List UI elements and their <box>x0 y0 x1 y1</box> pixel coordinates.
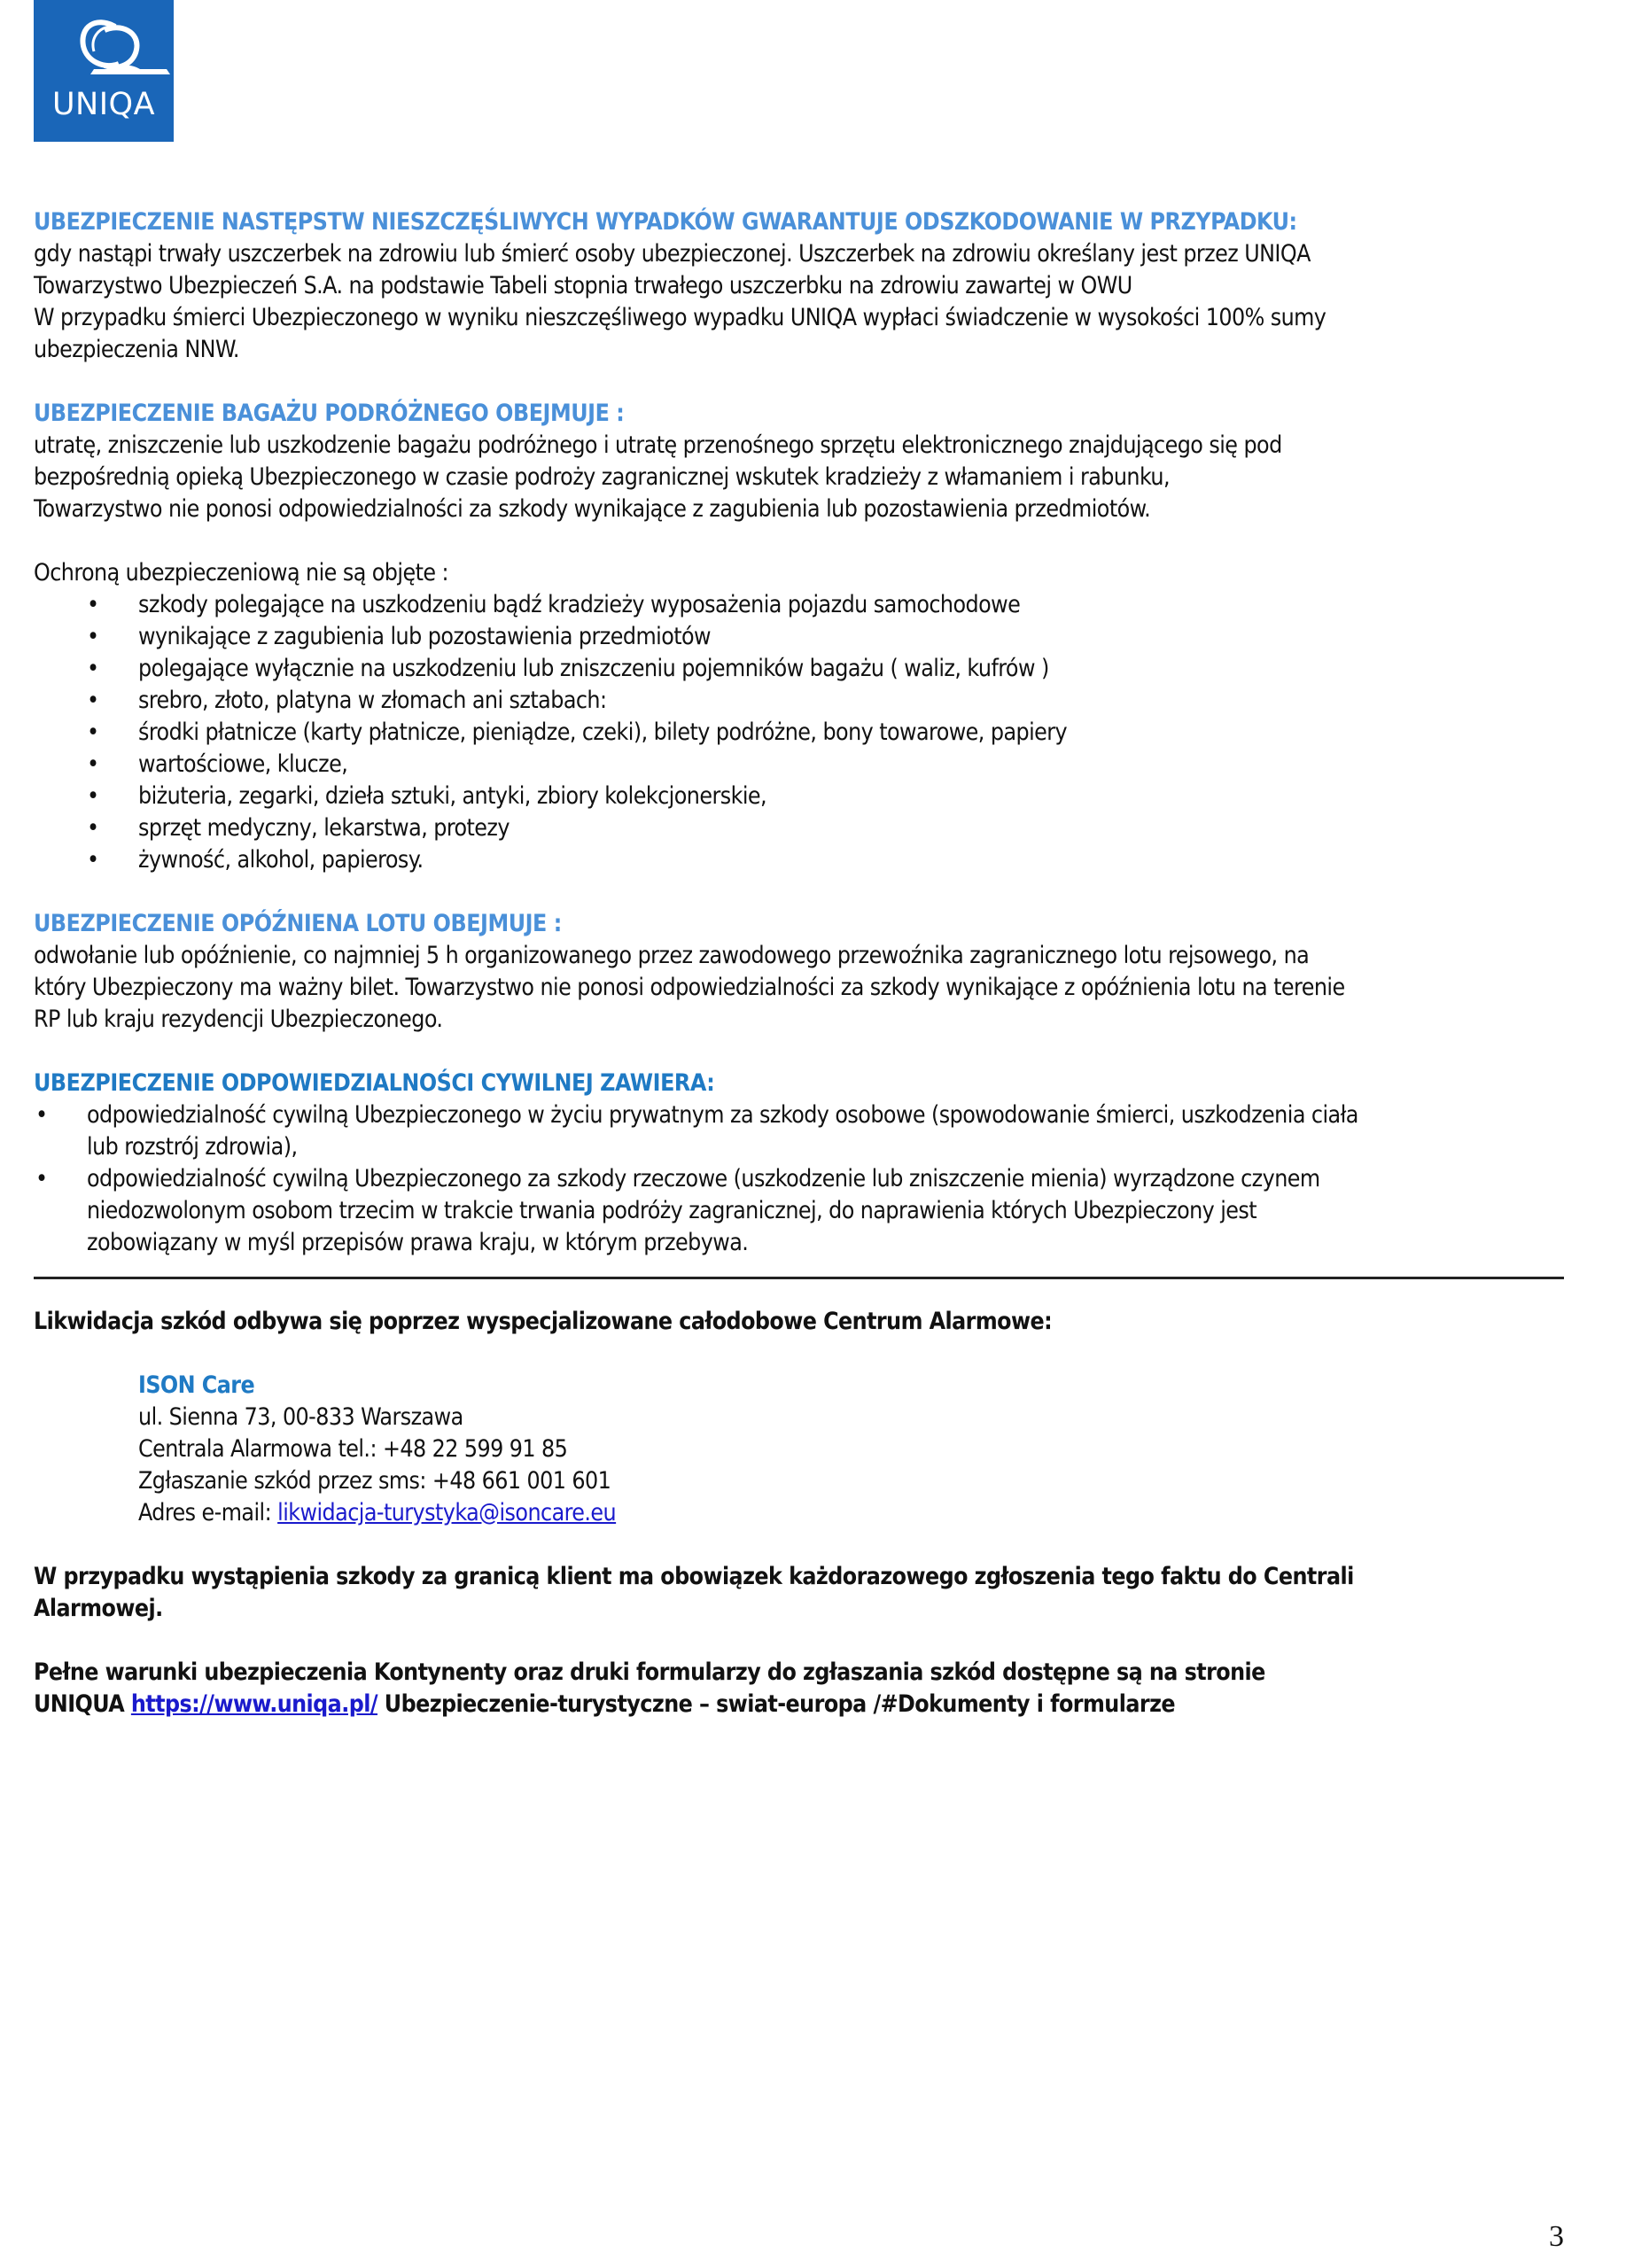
claims-intro: Likwidacja szkód odbywa się poprzez wyspecjalizowane całodobowe Centrum Alarmowe: <box>34 1308 1053 1335</box>
bullet-icon: • <box>87 718 99 746</box>
baggage-line: bezpośrednią opieką Ubezpieczonego w czasie podroży zagranicznej wskutek kradzieży z włamaniem i rabunku, <box>34 463 1171 491</box>
company-name: ISON Care <box>138 1371 255 1399</box>
uniqa-logo <box>34 0 174 142</box>
bullet-icon: • <box>87 623 99 650</box>
bullet-icon: • <box>87 591 99 618</box>
bullet-icon: • <box>87 687 99 714</box>
exclusions-intro: Ochroną ubezpieczeniową nie są objęte : <box>34 559 449 586</box>
list-item: • odpowiedzialność cywilną Ubezpieczonego w życiu prywatnym za szkody osobowe (spowodowanie śmierci, uszkodzenia ciała lub rozstrój zdrowia), <box>35 1101 1358 1161</box>
full-terms-line: UNIQUA https://www.uniqa.pl/ Ubezpieczenie-turystyczne – swiat-europa /#Dokumenty i formularze <box>34 1690 1176 1718</box>
bullet-icon: • <box>35 1165 48 1192</box>
list-item: • odpowiedzialność cywilną Ubezpieczonego za szkody rzeczowe (uszkodzenie lub zniszczenie mienia) wyrządzone czynem niedozwolonym osobom trzecim w trakcie trwania podróży zagranicznej, do naprawienia których Ubezpieczony jest zobowiązany w myśl przepisów prawa kraju, w którym przebywa. <box>35 1165 1320 1256</box>
nnw-line: ubezpieczenia NNW. <box>34 336 239 363</box>
notice-line: Alarmowej. <box>34 1595 163 1622</box>
flight-delay-line: RP lub kraju rezydencji Ubezpieczonego. <box>34 1006 443 1033</box>
list-item: • szkody polegające na uszkodzeniu bądź kradzieży wyposażenia pojazdu samochodowe <box>34 589 1567 621</box>
nnw-line: Towarzystwo Ubezpieczeń S.A. na podstawie Tabeli stopnia trwałego uszczerbku na zdrowiu zawartej w OWU <box>34 272 1132 299</box>
document-body <box>34 206 1567 1720</box>
bullet-icon: • <box>35 1101 48 1129</box>
bullet-icon: • <box>87 846 99 874</box>
section-heading-baggage: UBEZPIECZENIE BAGAŻU PODRÓŻNEGO OBEJMUJE : <box>34 400 625 427</box>
exclusions-list <box>34 589 1567 876</box>
bullet-icon: • <box>87 782 99 810</box>
bullet-icon: • <box>87 814 99 842</box>
bullet-icon: • <box>87 655 99 682</box>
list-item: • środki płatnicze (karty płatnicze, pieniądze, czeki), bilety podróżne, bony towarowe, papiery <box>34 717 1567 749</box>
list-item: • srebro, złoto, platyna w złomach ani sztabach: <box>34 685 1567 717</box>
section-heading-flight-delay: UBEZPIECZENIE OPÓŹNIENA LOTU OBEJMUJE : <box>34 910 562 937</box>
uniqa-q-emblem-icon <box>34 0 174 89</box>
list-item: • biżuteria, zegarki, dzieła sztuki, antyki, zbiory kolekcjonerskie, <box>34 781 1567 812</box>
nnw-line: W przypadku śmierci Ubezpieczonego w wyniku nieszczęśliwego wypadku UNIQA wypłaci świadczenie w wysokości 100% sumy <box>34 304 1326 331</box>
flight-delay-line: odwołanie lub opóźnienie, co najmniej 5 h organizowanego przez zawodowego przewoźnika zagranicznego lotu rejsowego, na <box>34 942 1310 969</box>
baggage-line: Towarzystwo nie ponosi odpowiedzialności za szkody wynikające z zagubienia lub pozostawienia przedmiotów. <box>34 495 1151 523</box>
bullet-icon: • <box>87 750 99 778</box>
list-item: • sprzęt medyczny, lekarstwa, protezy <box>34 812 1567 844</box>
list-item: • wynikające z zagubienia lub pozostawienia przedmiotów <box>34 621 1567 653</box>
sms-number: Zgłaszanie szkód przez sms: +48 661 001 601 <box>138 1467 611 1495</box>
alarm-phone: Centrala Alarmowa tel.: +48 22 599 91 85 <box>138 1435 568 1463</box>
list-item: • polegające wyłącznie na uszkodzeniu lub zniszczeniu pojemników bagażu ( waliz, kufrów ) <box>34 653 1567 685</box>
email-line: Adres e-mail: likwidacja-turystyka@isoncare.eu <box>138 1499 617 1526</box>
page-number: 3 <box>1549 2220 1564 2253</box>
baggage-line: utratę, zniszczenie lub uszkodzenie bagażu podróżnego i utratę przenośnego sprzętu elektronicznego znajdującego się pod <box>34 431 1282 459</box>
notice-line: W przypadku wystąpienia szkody za granicą klient ma obowiązek każdorazowego zgłoszenia tego faktu do Centrali <box>34 1563 1354 1590</box>
full-terms-line: Pełne warunki ubezpieczenia Kontynenty oraz druki formularzy do zgłaszania szkód dostępne są na stronie <box>34 1658 1265 1686</box>
list-item: • wartościowe, klucze, <box>34 749 1567 781</box>
logo-text: UNIQA <box>51 87 156 122</box>
nnw-line: gdy nastąpi trwały uszczerbek na zdrowiu lub śmierć osoby ubezpieczonej. Uszczerbek na zdrowiu określany jest przez UNIQA <box>34 240 1311 268</box>
email-link[interactable]: likwidacja-turystyka@isoncare.eu <box>277 1499 617 1526</box>
company-address: ul. Sienna 73, 00-833 Warszawa <box>138 1403 463 1431</box>
uniqa-website-link[interactable]: https://www.uniqa.pl/ <box>130 1690 378 1718</box>
liability-list <box>34 1099 1567 1259</box>
contact-block <box>34 1370 1567 1529</box>
section-heading-liability: UBEZPIECZENIE ODPOWIEDZIALNOŚCI CYWILNEJ ZAWIERA: <box>34 1069 715 1097</box>
list-item: • żywność, alkohol, papierosy. <box>34 844 1567 876</box>
flight-delay-line: który Ubezpieczony ma ważny bilet. Towarzystwo nie ponosi odpowiedzialności za szkody wynikające z opóźnienia lotu na terenie <box>34 974 1345 1001</box>
section-heading-nnw: UBEZPIECZENIE NASTĘPSTW NIESZCZĘŚLIWYCH WYPADKÓW GWARANTUJE ODSZKODOWANIE W PRZYPADKU: <box>34 208 1297 236</box>
